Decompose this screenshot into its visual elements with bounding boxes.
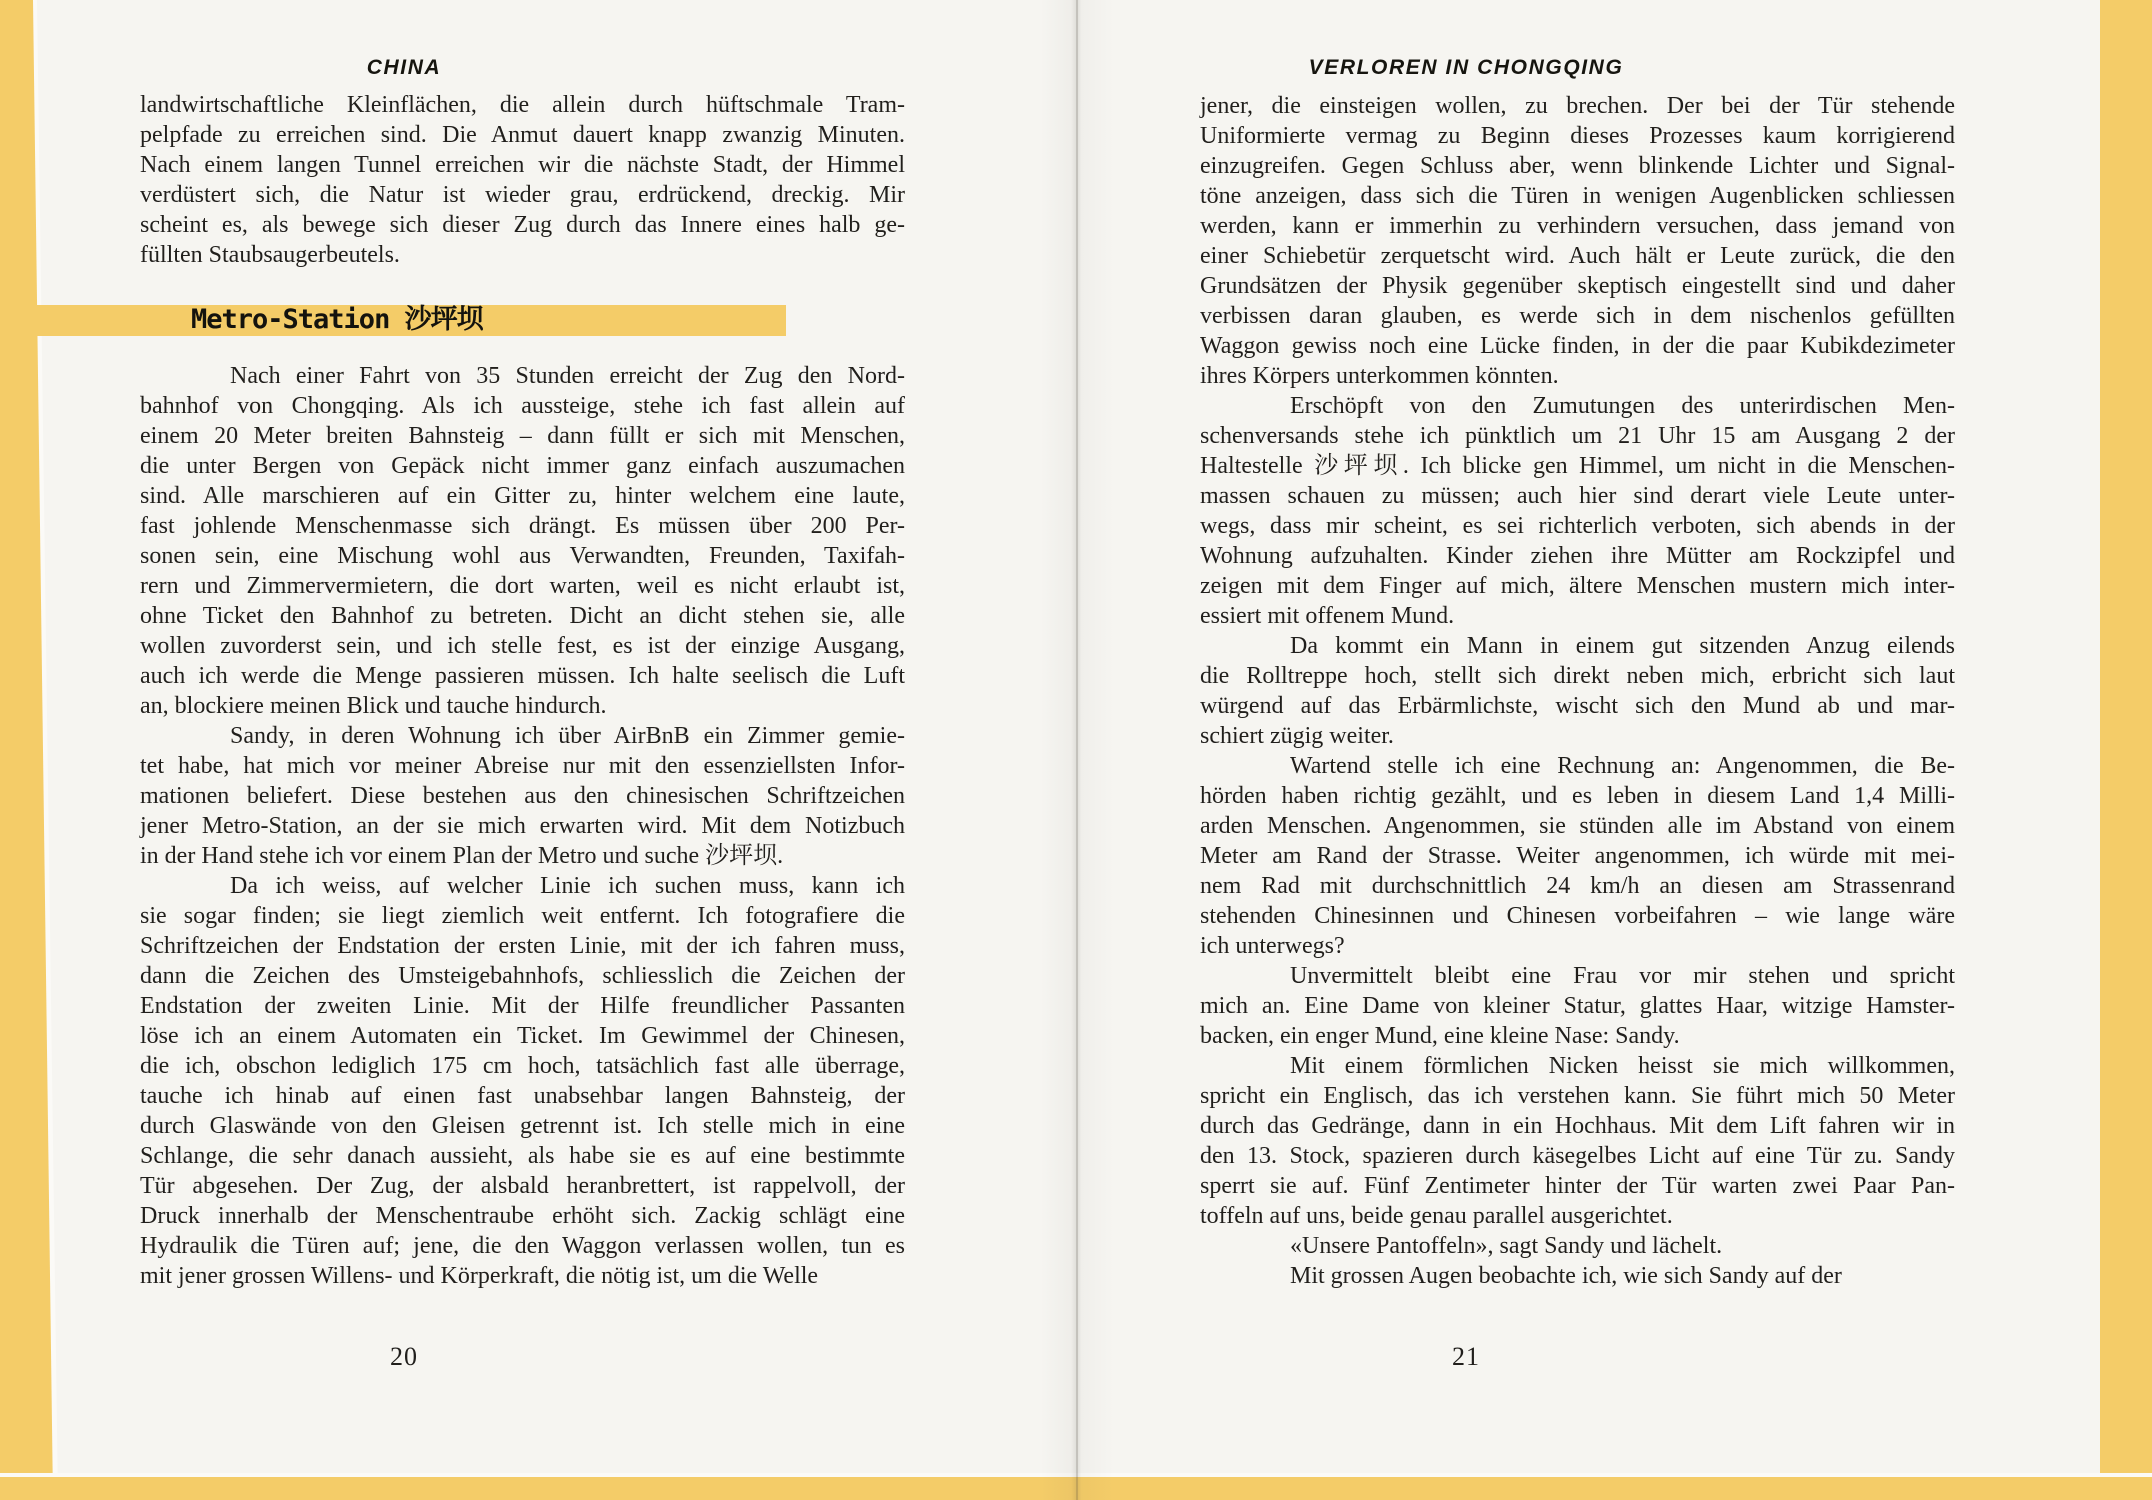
text-line: rern und Zimmervermietern, die dort warten, weil es nicht erlaubt ist,	[140, 573, 905, 599]
text-line: Waggon gewiss noch eine Lücke finden, in der die paar Kubikdezimeter	[1200, 333, 1955, 359]
text-line: Grundsätzen der Physik gegenüber skeptisch eingestellt sind und daher	[1200, 273, 1955, 299]
text-line: Haltestelle 沙坪坝. Ich blicke gen Himmel, um nicht in die Menschen-	[1200, 453, 1955, 479]
text-line: auch ich werde die Menge passieren müssen. Ich halte seelisch die Luft	[140, 663, 905, 689]
text-line: fast johlende Menschenmasse sich drängt. Es müssen über 200 Per-	[140, 513, 905, 539]
text-line: sonen sein, eine Mischung wohl aus Verwandten, Freunden, Taxifah-	[140, 543, 905, 569]
text-line: nem Rad mit durchschnittlich 24 km/h an diesen am Strassenrand	[1200, 873, 1955, 899]
text-line: stehenden Chinesinnen und Chinesen vorbeifahren – wie lange wäre	[1200, 903, 1955, 929]
running-head-left: CHINA	[366, 56, 442, 79]
page-number-right: 21	[1452, 1342, 1480, 1371]
text-line: die Rolltreppe hoch, stellt sich direkt neben mich, erbricht sich laut	[1200, 663, 1955, 689]
text-line: scheint es, als bewege sich dieser Zug durch das Innere eines halb ge-	[140, 212, 905, 238]
text-line: Sandy, in deren Wohnung ich über AirBnB ein Zimmer gemie-	[230, 723, 905, 749]
page-number-left: 20	[390, 1342, 418, 1371]
text-line: jener, die einsteigen wollen, zu brechen. Der bei der Tür stehende	[1200, 93, 1955, 119]
left-page-body	[140, 361, 905, 1291]
text-line: bahnhof von Chongqing. Als ich aussteige, stehe ich fast allein auf	[140, 393, 905, 419]
text-line: backen, ein enger Mund, eine kleine Nase: Sandy.	[1200, 1023, 1680, 1049]
text-line: toffeln auf uns, beide genau parallel ausgerichtet.	[1200, 1203, 1673, 1229]
text-line: spricht ein Englisch, das ich verstehen kann. Sie führt mich 50 Meter	[1200, 1083, 1955, 1109]
text-line: in der Hand stehe ich vor einem Plan der Metro und suche 沙坪坝.	[140, 843, 784, 869]
text-line: Mit einem förmlichen Nicken heisst sie mich willkommen,	[1290, 1053, 1955, 1079]
text-line: sperrt sie auf. Fünf Zentimeter hinter der Tür warten zwei Paar Pan-	[1200, 1173, 1955, 1199]
text-line: würgend auf das Erbärmlichste, wischt sich den Mund ab und mar-	[1200, 693, 1955, 719]
text-line: verbissen daran glauben, es werde sich in dem nischenlos gefüllten	[1200, 303, 1955, 329]
text-line: sind. Alle marschieren auf ein Gitter zu, hinter welchem eine laute,	[140, 483, 905, 509]
text-line: tet habe, hat mich vor meiner Abreise nur mit den essenziellsten Infor-	[140, 753, 905, 779]
text-line: Tür abgesehen. Der Zug, der alsbald heranbrettert, ist rappelvoll, der	[140, 1173, 905, 1199]
text-line: Uniformierte vermag zu Beginn dieses Prozesses kaum korrigierend	[1200, 123, 1955, 149]
text-line: Hydraulik die Türen auf; jene, die den Waggon verlassen wollen, tun es	[140, 1233, 905, 1259]
text-line: mit jener grossen Willens- und Körperkraft, die nötig ist, um die Welle	[140, 1263, 819, 1289]
text-line: massen schauen zu müssen; auch hier sind derart viele Leute unter-	[1200, 483, 1955, 509]
section-heading-band	[36, 305, 786, 336]
running-head-right: VERLOREN IN CHONGQING	[1308, 56, 1624, 79]
text-line: Da kommt ein Mann in einem gut sitzenden Anzug eilends	[1290, 633, 1955, 659]
text-line: jener Metro-Station, an der sie mich erwarten wird. Mit dem Notizbuch	[140, 813, 905, 839]
text-line: Schlange, die sehr danach aussieht, als habe sie es auf eine bestimmte	[140, 1143, 905, 1169]
right-page-body	[1200, 91, 1955, 1291]
text-line: Druck innerhalb der Menschentraube erhöht sich. Zackig schlägt eine	[140, 1203, 905, 1229]
text-line: die unter Bergen von Gepäck nicht immer ganz einfach auszumachen	[140, 453, 905, 479]
spine-gutter-line	[1076, 0, 1078, 1500]
text-line: löse ich an einem Automaten ein Ticket. Im Gewimmel der Chinesen,	[140, 1023, 905, 1049]
text-line: schenversands stehe ich pünktlich um 21 Uhr 15 am Ausgang 2 der	[1200, 423, 1955, 449]
text-line: ohne Ticket den Bahnhof zu betreten. Dicht an dicht stehen sie, alle	[140, 603, 905, 629]
text-line: Endstation der zweiten Linie. Mit der Hilfe freundlicher Passanten	[140, 993, 905, 1019]
left-page-intro-paragraph	[140, 90, 905, 270]
text-line: «Unsere Pantoffeln», sagt Sandy und lächelt.	[1290, 1233, 1723, 1259]
text-line: Wartend stelle ich eine Rechnung an: Angenommen, die Be-	[1290, 753, 1955, 779]
text-line: Nach einer Fahrt von 35 Stunden erreicht der Zug den Nord-	[230, 363, 905, 389]
text-line: zeigen mit dem Finger auf mich, ältere Menschen mustern mich inter-	[1200, 573, 1955, 599]
text-line: durch das Gedränge, dann in ein Hochhaus. Mit dem Lift fahren wir in	[1200, 1113, 1955, 1139]
text-line: mich an. Eine Dame von kleiner Statur, glattes Haar, witzige Hamster-	[1200, 993, 1955, 1019]
text-line: pelpfade zu erreichen sind. Die Anmut dauert knapp zwanzig Minuten.	[140, 122, 905, 148]
text-line: die ich, obschon lediglich 175 cm hoch, tatsächlich fast alle überrage,	[140, 1053, 905, 1079]
text-line: mationen beliefert. Diese bestehen aus den chinesischen Schriftzeichen	[140, 783, 905, 809]
text-line: landwirtschaftliche Kleinflächen, die allein durch hüftschmale Tram-	[140, 92, 905, 118]
text-line: essiert mit offenem Mund.	[1200, 603, 1455, 629]
text-line: werden, kann er immerhin zu verhindern versuchen, dass jemand von	[1200, 213, 1955, 239]
text-line: einer Schiebetür zerquetscht wird. Auch hält er Leute zurück, die den	[1200, 243, 1955, 269]
text-line: wollen zuvorderst sein, und ich stelle fest, es ist der einzige Ausgang,	[140, 633, 905, 659]
text-line: Mit grossen Augen beobachte ich, wie sich Sandy auf der	[1290, 1263, 1842, 1289]
text-line: schiert zügig weiter.	[1200, 723, 1394, 749]
text-line: einem 20 Meter breiten Bahnsteig – dann füllt er sich mit Menschen,	[140, 423, 905, 449]
text-line: töne anzeigen, dass sich die Türen in wenigen Augenblicken schliessen	[1200, 183, 1955, 209]
text-line: Erschöpft von den Zumutungen des unterirdischen Men-	[1290, 393, 1955, 419]
section-heading: Metro-Station 沙坪坝	[191, 304, 483, 335]
text-line: hörden haben richtig gezählt, und es leben in diesem Land 1,4 Milli-	[1200, 783, 1955, 809]
text-line: den 13. Stock, spazieren durch käsegelbes Licht auf eine Tür zu. Sandy	[1200, 1143, 1955, 1169]
text-line: dann die Zeichen des Umsteigebahnhofs, schliesslich die Zeichen der	[140, 963, 905, 989]
text-line: tauche ich hinab auf einen fast unabsehbar langen Bahnsteig, der	[140, 1083, 905, 1109]
text-line: Da ich weiss, auf welcher Linie ich suchen muss, kann ich	[230, 873, 905, 899]
text-line: ihres Körpers unterkommen könnten.	[1200, 363, 1559, 389]
text-line: Schriftzeichen der Endstation der ersten Linie, mit der ich fahren muss,	[140, 933, 905, 959]
text-line: wegs, dass mir scheint, es sei richterlich verboten, sich abends in der	[1200, 513, 1955, 539]
text-line: ich unterwegs?	[1200, 933, 1345, 959]
cover-strip-right	[2100, 0, 2152, 1500]
text-line: Meter am Rand der Strasse. Weiter angenommen, ich würde mit mei-	[1200, 843, 1955, 869]
text-line: Wohnung aufzuhalten. Kinder ziehen ihre Mütter am Rockzipfel und	[1200, 543, 1955, 569]
text-line: sie sogar finden; sie liegt ziemlich weit entfernt. Ich fotografiere die	[140, 903, 905, 929]
text-line: Nach einem langen Tunnel erreichen wir die nächste Stadt, der Himmel	[140, 152, 905, 178]
text-line: durch Glaswände von den Gleisen getrennt ist. Ich stelle mich in eine	[140, 1113, 905, 1139]
text-line: arden Menschen. Angenommen, sie stünden alle im Abstand von einem	[1200, 813, 1955, 839]
text-line: an, blockiere meinen Blick und tauche hindurch.	[140, 693, 607, 719]
text-line: füllten Staubsaugerbeutels.	[140, 242, 400, 268]
text-line: einzugreifen. Gegen Schluss aber, wenn blinkende Lichter und Signal-	[1200, 153, 1955, 179]
text-line: Unvermittelt bleibt eine Frau vor mir stehen und spricht	[1290, 963, 1955, 989]
text-line: verdüstert sich, die Natur ist wieder grau, erdrückend, dreckig. Mir	[140, 182, 905, 208]
